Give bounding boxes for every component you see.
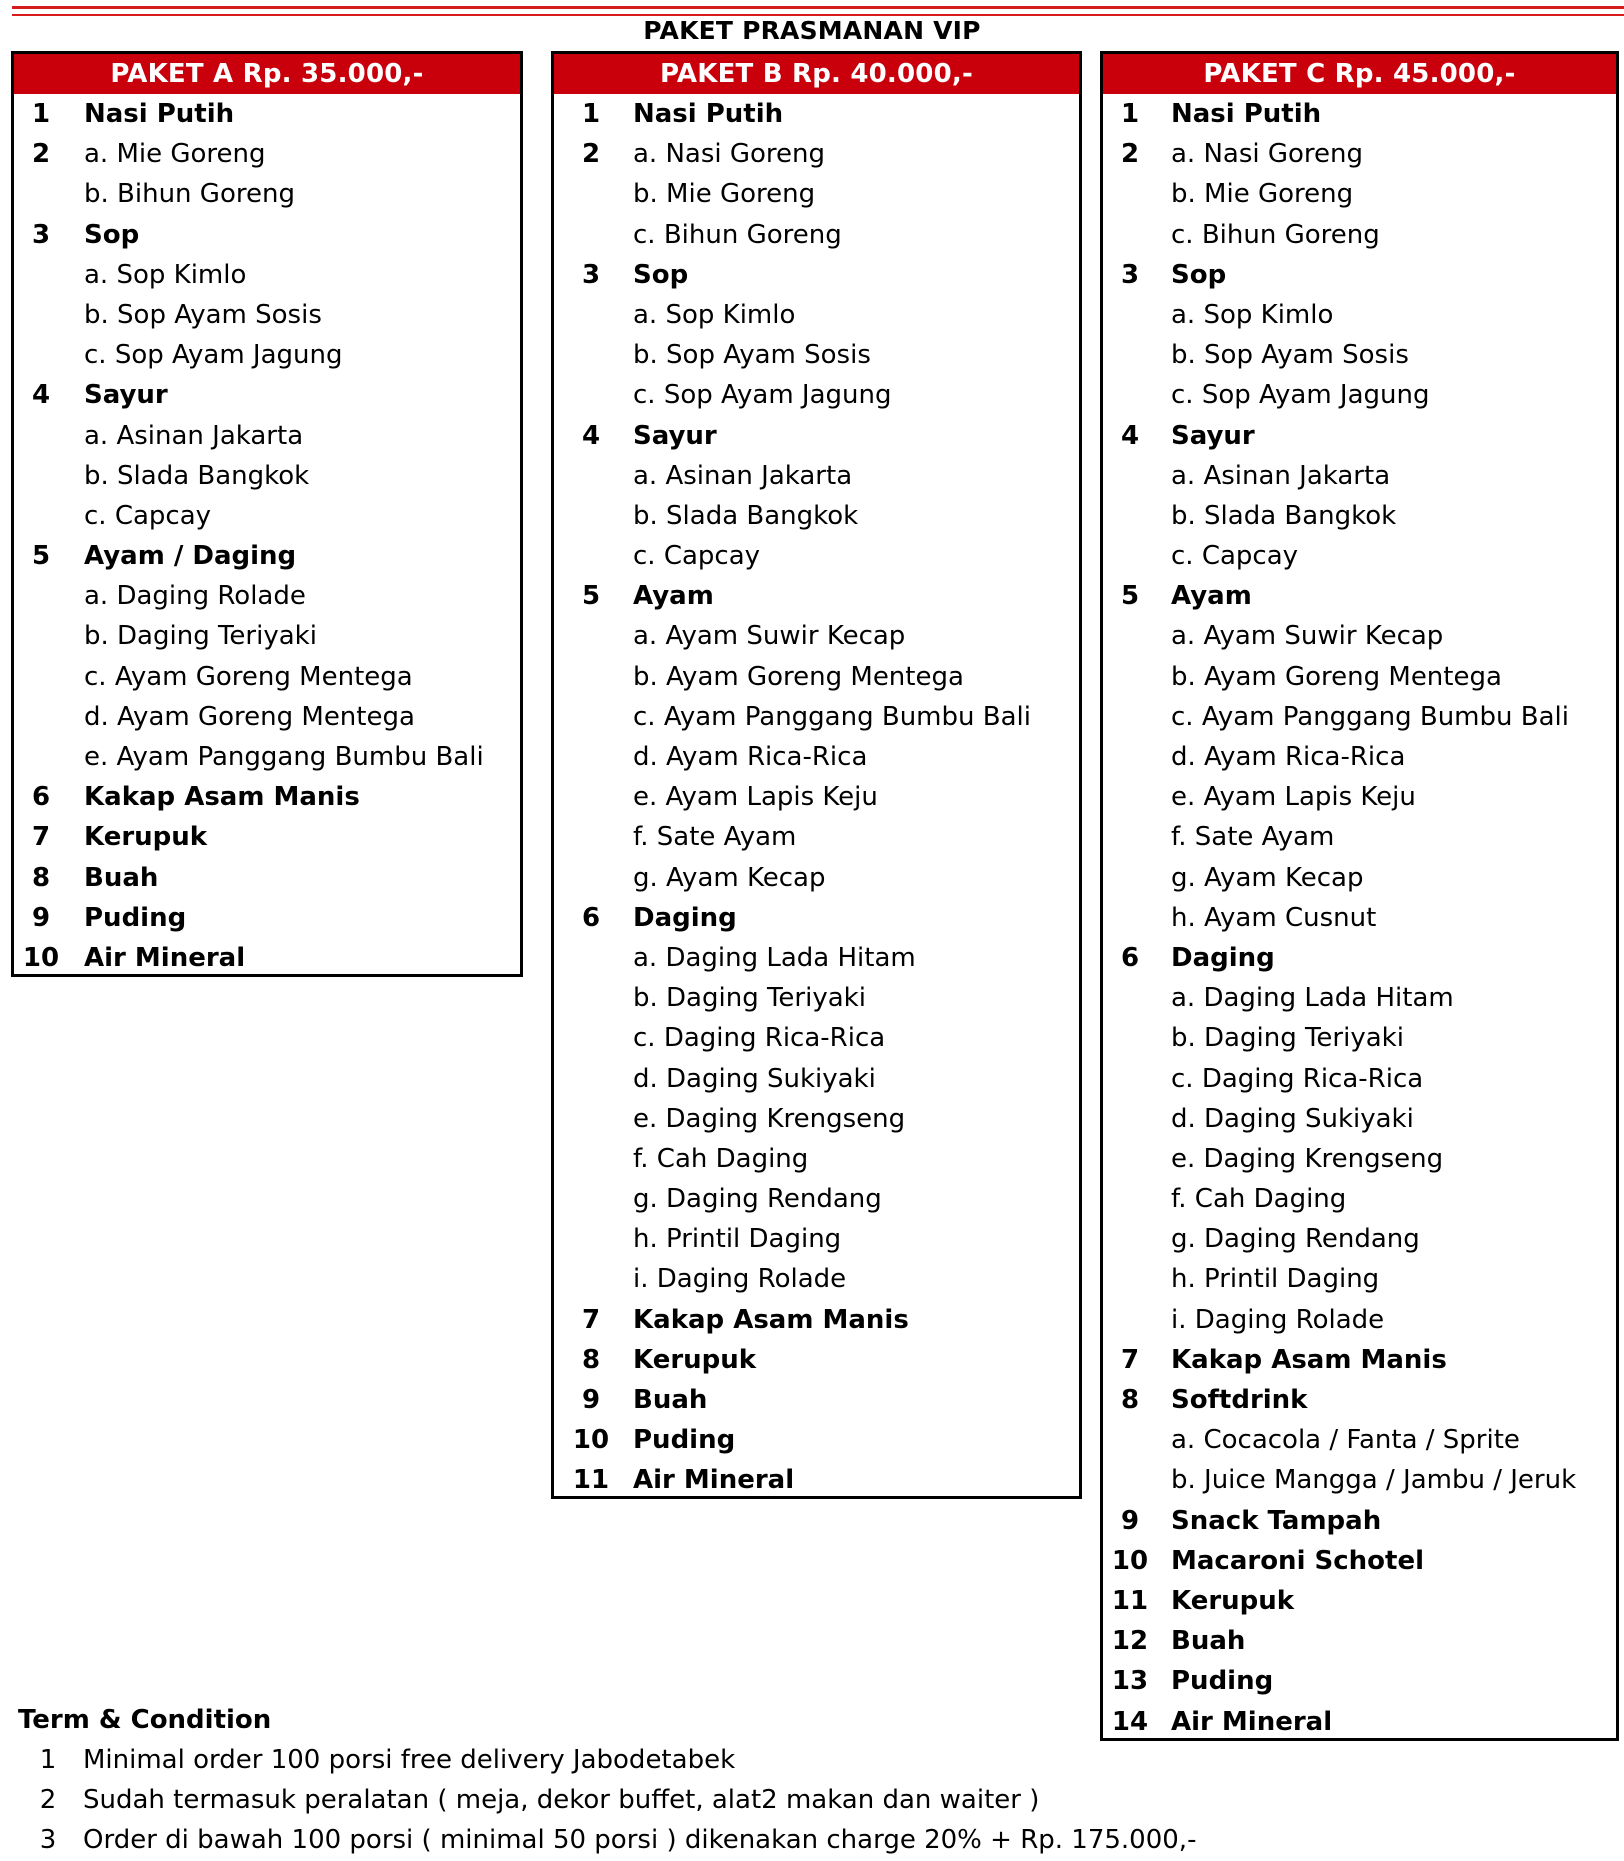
menu-option-row (1103, 375, 1616, 415)
menu-option-label: b. Sop Ayam Sosis (633, 340, 871, 371)
item-number: 14 (1111, 1706, 1149, 1737)
menu-option-row (1103, 335, 1616, 375)
menu-category-row (14, 375, 520, 415)
menu-category-label: Buah (84, 862, 159, 893)
menu-category-label: Buah (633, 1385, 708, 1415)
menu-category-label: Kakap Asam Manis (84, 782, 360, 813)
menu-category-label: Sayur (1171, 420, 1255, 451)
item-number: 7 (581, 1304, 601, 1335)
menu-option-row (14, 295, 520, 335)
menu-option-label: c. Ayam Panggang Bumbu Bali (1171, 701, 1569, 732)
menu-option-row (14, 616, 520, 656)
package-c (1100, 51, 1619, 1741)
menu-option-row (554, 536, 1079, 576)
menu-option-label: b. Ayam Goreng Mentega (1171, 661, 1502, 692)
term-number: 1 (39, 1745, 57, 1775)
menu-category-label: Air Mineral (84, 942, 246, 973)
menu-option-row (1103, 978, 1616, 1018)
menu-category-label: Snack Tampah (1171, 1505, 1382, 1536)
menu-category-label: Sayur (84, 380, 168, 411)
menu-option-label: i. Daging Rolade (633, 1264, 847, 1295)
item-number: 7 (31, 822, 51, 853)
menu-option-label: g. Ayam Kecap (1171, 862, 1364, 893)
terms-title: Term & Condition (18, 1705, 272, 1735)
package-item-list (1103, 94, 1616, 1742)
item-number: 4 (31, 380, 51, 411)
menu-option-row (1103, 1460, 1616, 1500)
item-number: 5 (31, 541, 51, 572)
menu-category-label: Sop (633, 259, 689, 290)
menu-category-label: Nasi Putih (84, 99, 235, 129)
menu-option-row (554, 616, 1079, 656)
menu-option-row (1103, 1139, 1616, 1179)
menu-category-label: Nasi Putih (633, 99, 784, 129)
menu-option-row (1103, 536, 1616, 576)
menu-option-row (14, 697, 520, 737)
menu-category-label: Kerupuk (1171, 1585, 1295, 1616)
item-number: 2 (581, 139, 601, 170)
menu-option-row (1103, 1099, 1616, 1139)
item-number: 6 (581, 902, 601, 933)
menu-option-label: b. Mie Goreng (1171, 179, 1354, 210)
menu-option-label: c. Ayam Goreng Mentega (84, 661, 413, 692)
menu-option-label: b. Slada Bangkok (1171, 500, 1397, 531)
menu-category-row (14, 858, 520, 898)
menu-option-label: e. Ayam Lapis Keju (633, 782, 878, 813)
menu-option-row (1103, 1300, 1616, 1340)
menu-option-row (1103, 817, 1616, 857)
item-number: 9 (581, 1385, 601, 1415)
item-number: 1 (581, 99, 601, 129)
menu-option-row (554, 817, 1079, 857)
menu-option-row (1103, 616, 1616, 656)
menu-category-row (554, 1300, 1079, 1340)
menu-category-label: Kakap Asam Manis (1171, 1344, 1447, 1375)
menu-category-row (1103, 1340, 1616, 1380)
menu-category-label: Buah (1171, 1626, 1246, 1657)
menu-option-label: c. Capcay (1171, 541, 1299, 572)
menu-category-label: Ayam (1171, 581, 1252, 612)
menu-option-label: b. Mie Goreng (633, 179, 816, 210)
menu-option-label: i. Daging Rolade (1171, 1304, 1385, 1335)
menu-option-row (1103, 697, 1616, 737)
menu-option-label: c. Sop Ayam Jagung (633, 380, 892, 411)
menu-option-row (1103, 1420, 1616, 1460)
menu-category-row (1103, 1541, 1616, 1581)
package-b (551, 51, 1082, 1499)
menu-option-row (14, 134, 520, 174)
menu-category-label: Sayur (633, 420, 717, 451)
menu-option-row (554, 375, 1079, 415)
menu-category-row (14, 777, 520, 817)
menu-option-label: a. Ayam Suwir Kecap (633, 621, 906, 652)
menu-option-row (1103, 1018, 1616, 1058)
menu-option-row (14, 255, 520, 295)
menu-category-label: Softdrink (1171, 1385, 1308, 1415)
item-number: 9 (31, 902, 51, 933)
item-number: 5 (581, 581, 601, 612)
menu-option-row (1103, 1259, 1616, 1299)
menu-option-label: h. Ayam Cusnut (1171, 902, 1377, 933)
menu-category-row (1103, 1501, 1616, 1541)
menu-option-label: d. Ayam Rica-Rica (633, 742, 868, 772)
menu-option-row (554, 657, 1079, 697)
term-text: Order di bawah 100 porsi ( minimal 50 porsi ) dikenakan charge 20% + Rp. 175.000,- (83, 1825, 1197, 1856)
item-number: 1 (1120, 99, 1140, 129)
menu-option-label: d. Daging Sukiyaki (633, 1063, 876, 1094)
menu-option-label: b. Slada Bangkok (633, 500, 859, 531)
menu-option-row (1103, 898, 1616, 938)
term-number: 3 (39, 1825, 57, 1856)
menu-option-label: c. Capcay (84, 500, 212, 531)
menu-category-row (14, 898, 520, 938)
menu-option-row (554, 1139, 1079, 1179)
package-item-list (14, 94, 520, 978)
menu-option-row (554, 777, 1079, 817)
menu-category-label: Puding (1171, 1666, 1274, 1697)
menu-option-label: g. Ayam Kecap (633, 862, 826, 893)
menu-category-row (14, 938, 520, 978)
menu-category-row (554, 1420, 1079, 1460)
menu-option-row (1103, 1059, 1616, 1099)
package-header: PAKET C Rp. 45.000,- (1103, 54, 1616, 94)
top-red-rule (12, 6, 1624, 9)
menu-option-label: g. Daging Rendang (1171, 1224, 1420, 1255)
menu-option-row (1103, 858, 1616, 898)
item-number: 6 (31, 782, 51, 813)
menu-option-row (554, 1099, 1079, 1139)
menu-option-row (1103, 657, 1616, 697)
menu-option-label: d. Ayam Rica-Rica (1171, 742, 1406, 772)
menu-category-row (1103, 1661, 1616, 1701)
menu-category-row (554, 576, 1079, 616)
menu-category-row (14, 215, 520, 255)
menu-option-label: b. Sop Ayam Sosis (84, 299, 322, 330)
package-item-list (554, 94, 1079, 1501)
menu-option-label: a. Nasi Goreng (1171, 139, 1364, 170)
menu-option-label: e. Daging Krengseng (633, 1103, 906, 1134)
menu-option-row (554, 215, 1079, 255)
menu-category-row (1103, 255, 1616, 295)
item-number: 1 (31, 99, 51, 129)
menu-option-label: a. Sop Kimlo (633, 299, 796, 330)
package-header: PAKET B Rp. 40.000,- (554, 54, 1079, 94)
menu-option-row (554, 335, 1079, 375)
menu-option-label: a. Cocacola / Fanta / Sprite (1171, 1425, 1520, 1456)
menu-category-row (554, 416, 1079, 456)
menu-option-label: c. Sop Ayam Jagung (1171, 380, 1430, 411)
item-number: 8 (581, 1344, 601, 1375)
menu-option-label: b. Ayam Goreng Mentega (633, 661, 964, 692)
menu-option-row (1103, 456, 1616, 496)
item-number: 4 (581, 420, 601, 451)
menu-option-row (14, 335, 520, 375)
menu-option-row (1103, 1219, 1616, 1259)
item-number: 2 (31, 139, 51, 170)
menu-option-label: e. Ayam Lapis Keju (1171, 782, 1416, 813)
menu-option-row (554, 134, 1079, 174)
menu-option-label: d. Daging Sukiyaki (1171, 1103, 1414, 1134)
item-number: 2 (1120, 139, 1140, 170)
term-row (18, 1780, 1098, 1820)
page-title: PAKET PRASMANAN VIP (643, 16, 981, 45)
menu-option-row (1103, 1179, 1616, 1219)
menu-category-label: Puding (84, 902, 187, 933)
menu-option-label: a. Ayam Suwir Kecap (1171, 621, 1444, 652)
menu-category-row (554, 255, 1079, 295)
menu-option-label: b. Daging Teriyaki (1171, 1023, 1404, 1054)
menu-option-label: a. Sop Kimlo (84, 259, 247, 290)
menu-option-row (1103, 174, 1616, 214)
menu-option-label: a. Mie Goreng (84, 139, 266, 170)
menu-option-label: e. Daging Krengseng (1171, 1143, 1444, 1174)
menu-category-row (554, 1380, 1079, 1420)
item-number: 5 (1120, 581, 1140, 612)
menu-option-row (554, 697, 1079, 737)
menu-category-label: Air Mineral (1171, 1706, 1333, 1737)
menu-option-row (554, 1259, 1079, 1299)
item-number: 10 (22, 942, 60, 973)
menu-category-row (554, 1340, 1079, 1380)
package-header: PAKET A Rp. 35.000,- (14, 54, 520, 94)
menu-option-label: b. Sop Ayam Sosis (1171, 340, 1409, 371)
menu-option-row (554, 496, 1079, 536)
menu-category-label: Ayam (633, 581, 714, 612)
menu-category-label: Ayam / Daging (84, 541, 297, 572)
menu-option-label: a. Nasi Goreng (633, 139, 826, 170)
menu-option-label: h. Printil Daging (633, 1224, 842, 1255)
menu-option-label: c. Daging Rica-Rica (633, 1023, 886, 1054)
menu-category-label: Kerupuk (84, 822, 208, 853)
term-row (18, 1740, 1098, 1780)
term-text: Minimal order 100 porsi free delivery Jabodetabek (83, 1745, 736, 1775)
menu-category-row (1103, 1621, 1616, 1661)
menu-option-label: c. Ayam Panggang Bumbu Bali (633, 701, 1031, 732)
menu-option-row (1103, 777, 1616, 817)
menu-option-label: b. Daging Teriyaki (633, 983, 866, 1014)
menu-category-row (1103, 576, 1616, 616)
menu-category-label: Kakap Asam Manis (633, 1304, 909, 1335)
menu-category-row (554, 898, 1079, 938)
menu-category-row (14, 817, 520, 857)
menu-option-label: a. Sop Kimlo (1171, 299, 1334, 330)
menu-category-row (1103, 1702, 1616, 1742)
menu-option-row (1103, 215, 1616, 255)
menu-option-row (14, 416, 520, 456)
menu-option-row (554, 1219, 1079, 1259)
menu-category-row (14, 536, 520, 576)
item-number: 6 (1120, 942, 1140, 973)
item-number: 12 (1111, 1626, 1149, 1657)
menu-option-label: c. Daging Rica-Rica (1171, 1063, 1424, 1094)
menu-category-label: Daging (633, 902, 737, 933)
menu-category-row (1103, 1380, 1616, 1420)
item-number: 10 (572, 1425, 610, 1456)
menu-option-label: b. Daging Teriyaki (84, 621, 317, 652)
menu-option-row (14, 174, 520, 214)
menu-option-row (14, 576, 520, 616)
menu-category-row (14, 94, 520, 134)
menu-option-label: g. Daging Rendang (633, 1184, 882, 1215)
menu-category-label: Nasi Putih (1171, 99, 1322, 129)
item-number: 4 (1120, 420, 1140, 451)
menu-category-label: Sop (1171, 259, 1227, 290)
item-number: 3 (1120, 259, 1140, 290)
menu-option-row (554, 737, 1079, 777)
menu-option-label: c. Bihun Goreng (633, 219, 842, 250)
menu-option-label: b. Juice Mangga / Jambu / Jeruk (1171, 1465, 1577, 1496)
menu-option-label: c. Bihun Goreng (1171, 219, 1380, 250)
menu-option-label: a. Asinan Jakarta (633, 460, 853, 491)
menu-option-row (1103, 496, 1616, 536)
package-a (11, 51, 523, 977)
menu-option-label: b. Slada Bangkok (84, 460, 310, 491)
term-row (18, 1820, 1197, 1860)
menu-option-label: f. Cah Daging (1171, 1184, 1347, 1215)
menu-option-row (14, 657, 520, 697)
term-text: Sudah termasuk peralatan ( meja, dekor buffet, alat2 makan dan waiter ) (83, 1785, 1040, 1816)
menu-category-row (1103, 94, 1616, 134)
item-number: 8 (1120, 1385, 1140, 1415)
item-number: 9 (1120, 1505, 1140, 1536)
menu-category-label: Sop (84, 219, 140, 250)
menu-option-row (1103, 134, 1616, 174)
menu-option-row (554, 1018, 1079, 1058)
menu-option-label: e. Ayam Panggang Bumbu Bali (84, 742, 484, 772)
menu-category-label: Kerupuk (633, 1344, 757, 1375)
menu-option-label: h. Printil Daging (1171, 1264, 1380, 1295)
menu-option-row (1103, 737, 1616, 777)
menu-option-row (554, 456, 1079, 496)
menu-option-row (554, 978, 1079, 1018)
menu-option-label: f. Sate Ayam (1171, 822, 1335, 853)
item-number: 11 (1111, 1585, 1149, 1616)
menu-option-label: a. Daging Lada Hitam (1171, 983, 1454, 1014)
menu-category-label: Puding (633, 1425, 736, 1456)
menu-option-row (1103, 295, 1616, 335)
menu-option-label: f. Sate Ayam (633, 822, 797, 853)
menu-option-row (554, 938, 1079, 978)
item-number: 11 (572, 1465, 610, 1496)
menu-category-label: Air Mineral (633, 1465, 795, 1496)
menu-option-row (14, 456, 520, 496)
item-number: 8 (31, 862, 51, 893)
menu-category-label: Daging (1171, 942, 1275, 973)
menu-category-label: Macaroni Schotel (1171, 1545, 1425, 1576)
menu-category-row (1103, 938, 1616, 978)
term-number: 2 (39, 1785, 57, 1816)
item-number: 10 (1111, 1545, 1149, 1576)
item-number: 3 (31, 219, 51, 250)
menu-category-row (1103, 416, 1616, 456)
menu-option-label: c. Sop Ayam Jagung (84, 340, 343, 371)
item-number: 3 (581, 259, 601, 290)
menu-option-row (554, 174, 1079, 214)
menu-option-label: a. Asinan Jakarta (1171, 460, 1391, 491)
menu-option-row (554, 295, 1079, 335)
menu-option-label: a. Asinan Jakarta (84, 420, 304, 451)
menu-option-row (554, 1179, 1079, 1219)
menu-category-row (554, 94, 1079, 134)
menu-category-row (1103, 1581, 1616, 1621)
item-number: 13 (1111, 1666, 1149, 1697)
menu-option-row (554, 1059, 1079, 1099)
menu-option-label: a. Daging Lada Hitam (633, 942, 916, 973)
menu-option-label: d. Ayam Goreng Mentega (84, 701, 415, 732)
menu-option-row (14, 496, 520, 536)
menu-option-row (554, 858, 1079, 898)
menu-option-label: b. Bihun Goreng (84, 179, 295, 210)
menu-option-label: c. Capcay (633, 541, 761, 572)
menu-option-label: a. Daging Rolade (84, 581, 306, 612)
menu-option-row (14, 737, 520, 777)
menu-category-row (554, 1460, 1079, 1500)
menu-option-label: f. Cah Daging (633, 1143, 809, 1174)
item-number: 7 (1120, 1344, 1140, 1375)
